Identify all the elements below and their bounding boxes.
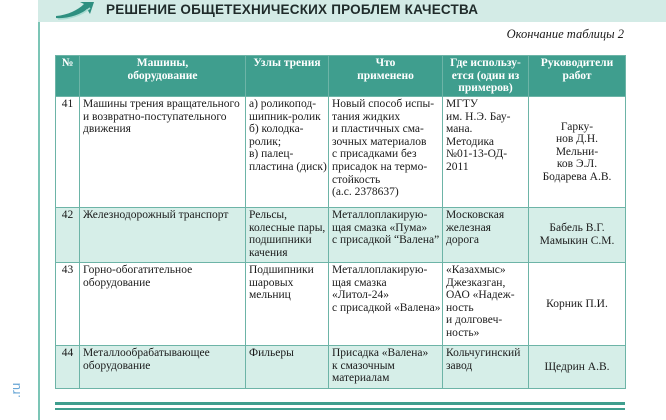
machines-cell: Металлообрабатывающее оборудование	[80, 346, 246, 389]
table-continuation-caption: Окончание таблицы 2	[506, 27, 624, 41]
row-number: 43	[56, 263, 80, 346]
side-url-fragment: .ru	[8, 382, 23, 398]
table-row	[56, 346, 626, 389]
footer-rule-thick	[55, 402, 625, 405]
friction-cell: Фильеры	[246, 346, 329, 389]
applied-cell: Металлоплакирую- щая смазка «Пума» с присадкой “Валена”	[329, 208, 443, 263]
where-used-cell: «Казахмыс» Джезказган, ОАО «Надеж- ность и долговеч- ность»	[443, 263, 529, 346]
friction-cell: а) роликопод- шипник-ролик б) колодка- ролик; в) палец- пластина (диск)	[246, 97, 329, 208]
leaders-cell: Бабель В.Г. Мамыкин С.М.	[529, 208, 626, 263]
where-used-cell: Кольчугинский завод	[443, 346, 529, 389]
column-header-number: №	[56, 56, 80, 97]
friction-cell: Рельсы, колесные пары, подшипники качения	[246, 208, 329, 263]
row-number: 42	[56, 208, 80, 263]
friction-cell: Подшипники шаровых мельниц	[246, 263, 329, 346]
arrow-logo-icon	[54, 0, 102, 22]
applied-cell: Присадка «Валена» к смазочным материалам	[329, 346, 443, 389]
page-header-title: РЕШЕНИЕ ОБЩЕТЕХНИЧЕСКИХ ПРОБЛЕМ КАЧЕСТВА	[106, 2, 479, 17]
friction-solutions-table	[55, 55, 626, 389]
leaders-cell: Корник П.И.	[529, 263, 626, 346]
row-number: 41	[56, 97, 80, 208]
left-margin-rule	[38, 0, 40, 420]
applied-cell: Новый способ испы- тания жидких и пластичных сма- зочных материалов с присадками без присадок на термо- стойкость (а.с. 2378637)	[329, 97, 443, 208]
column-header-friction-units: Узлы трения	[246, 56, 329, 97]
column-header-where-used: Где использу- ется (один из примеров)	[443, 56, 529, 97]
applied-cell: Металлоплакирую- щая смазка «Литол-24» с присадкой «Валена»	[329, 263, 443, 346]
where-used-cell: МГТУ им. Н.Э. Бау- мана. Методика №01-13-ОД- 2011	[443, 97, 529, 208]
row-number: 44	[56, 346, 80, 389]
column-header-machines: Машины, оборудование	[80, 56, 246, 97]
column-header-applied: Что применено	[329, 56, 443, 97]
column-header-leaders: Руководители работ	[529, 56, 626, 97]
where-used-cell: Московская железная дорога	[443, 208, 529, 263]
leaders-cell: Гарку- нов Д.Н. Мельни- ков Э.Л. Бодарева А.В.	[529, 97, 626, 208]
footer-rule-thin	[55, 408, 625, 410]
table-header-row	[56, 56, 626, 97]
table-row	[56, 263, 626, 346]
machines-cell: Железнодорожный транспорт	[80, 208, 246, 263]
table-row	[56, 97, 626, 208]
machines-cell: Горно-обогатительное оборудование	[80, 263, 246, 346]
leaders-cell: Щедрин А.В.	[529, 346, 626, 389]
table-row	[56, 208, 626, 263]
machines-cell: Машины трения вращательного и возвратно-поступательного движения	[80, 97, 246, 208]
